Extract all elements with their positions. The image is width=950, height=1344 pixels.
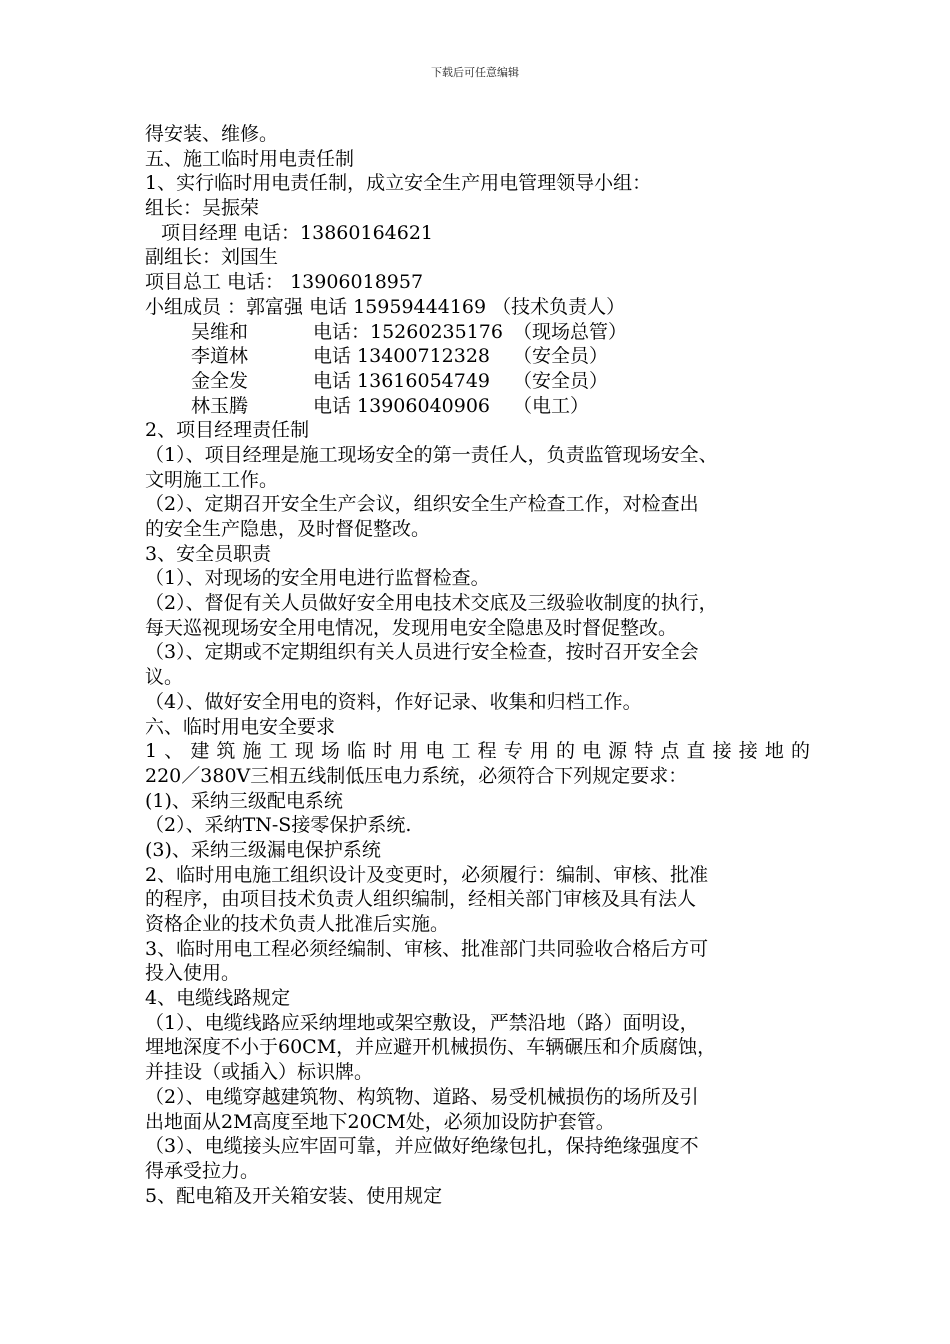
member-role: （电工） (513, 394, 590, 417)
text-line: （1）、项目经理是施工现场安全的第一责任人，负责监管现场安全、 (145, 443, 718, 466)
text-line: （2）、督促有关人员做好安全用电技术交底及三级验收制度的执行， (145, 592, 718, 615)
page-header-note: 下载后可任意编辑 (431, 66, 519, 79)
leader-line: 组长：吴振荣 (145, 197, 260, 220)
text-line: （2）、电缆穿越建筑物、构筑物、道路、易受机械损伤的场所及引 (145, 1085, 699, 1108)
text-line: （3）、定期或不定期组织有关人员进行安全检查，按时召开安全会 (145, 641, 699, 664)
member-name: 吴维和 (191, 320, 249, 343)
text-line: 的安全生产隐患，及时督促整改。 (145, 518, 431, 540)
text-line: 得安装、维修。 (145, 123, 279, 145)
text-line: 文明施工工作。 (145, 468, 279, 491)
text-line: （2）、定期召开安全生产会议，组织安全生产检查工作，对检查出 (145, 493, 699, 516)
text-line: 议。 (145, 666, 184, 689)
section-heading: 六、临时用电安全要求 (145, 715, 336, 738)
member-role: （安全员） (513, 369, 609, 392)
text-line: 每天巡视现场安全用电情况，发现用电安全隐患及时督促整改。 (145, 616, 678, 639)
text-line: 1、实行临时用电责任制，成立安全生产用电管理领导小组： (145, 172, 652, 195)
section-heading: 五、施工临时用电责任制 (145, 147, 355, 170)
deputy-leader-line: 副组长：刘国生 (145, 246, 279, 269)
member-row (145, 320, 810, 345)
member-name: 林玉腾 (191, 394, 249, 417)
text-line: 4、电缆线路规定 (145, 987, 291, 1010)
leader-contact: 项目经理 电话：13860164621 (161, 221, 434, 244)
member-row (145, 394, 810, 419)
text-line: 3、安全员职责 (145, 542, 272, 565)
member-name: 李道林 (191, 345, 249, 368)
member-tel: 电话 13906040906 (313, 394, 491, 417)
member-role: （现场总管） (513, 320, 628, 343)
text-line: 1、建筑施工现场临时用电工程专用的电源特点直接接地的 (145, 740, 810, 763)
text-line: （4）、做好安全用电的资料，作好记录、收集和归档工作。 (145, 690, 642, 713)
member-name: 金全发 (191, 369, 249, 392)
text-line: 投入使用。 (145, 962, 241, 985)
text-line: 出地面从2M高度至地下20CM处，必须加设防护套管。 (145, 1110, 615, 1133)
text-line: 220／380V三相五线制低压电力系统，必须符合下列规定要求： (145, 764, 688, 787)
member-tel: 电话 13400712328 (313, 345, 491, 368)
member-row (145, 369, 810, 394)
text-line: （2）、采纳TN-S接零保护系统. (145, 814, 412, 837)
members-heading: 小组成员 ：郭富强 电话 15959444169 （技术负责人） (145, 295, 626, 318)
member-role: （安全员） (513, 345, 609, 368)
text-line: （1）、对现场的安全用电进行监督检查。 (145, 567, 490, 590)
text-line: 2、临时用电施工组织设计及变更时，必须履行：编制、审核、批准 (145, 863, 709, 886)
text-line: (3)、采纳三级漏电保护系统 (145, 838, 381, 861)
text-line: 资格企业的技术负责人批准后实施。 (145, 913, 450, 935)
text-line: (1)、采纳三级配电系统 (145, 789, 343, 812)
deputy-contact: 项目总工 电话： 13906018957 (145, 271, 424, 294)
text-line: 并挂设（或插入）标识牌。 (145, 1061, 374, 1084)
member-tel: 电话 13616054749 (313, 369, 491, 392)
text-line: 得承受拉力。 (145, 1159, 260, 1182)
member-tel: 电话：15260235176 (313, 320, 503, 343)
text-line: 2、项目经理责任制 (145, 419, 310, 442)
member-row (145, 344, 810, 369)
document-body (145, 122, 810, 1208)
text-line: 5、配电箱及开关箱安装、使用规定 (145, 1184, 443, 1207)
text-line: 3、临时用电工程必须经编制、审核、批准部门共同验收合格后方可 (145, 937, 709, 960)
text-line: 的程序，由项目技术负责人组织编制，经相关部门审核及具有法人 (145, 888, 697, 911)
text-line: （1）、电缆线路应采纳埋地或架空敷设，严禁沿地（路）面明设， (145, 1011, 699, 1034)
text-line: 埋地深度不小于60CM，并应避开机械损伤、车辆碾压和介质腐蚀， (145, 1036, 717, 1059)
text-line: （3）、电缆接头应牢固可靠，并应做好绝缘包扎，保持绝缘强度不 (145, 1135, 699, 1158)
